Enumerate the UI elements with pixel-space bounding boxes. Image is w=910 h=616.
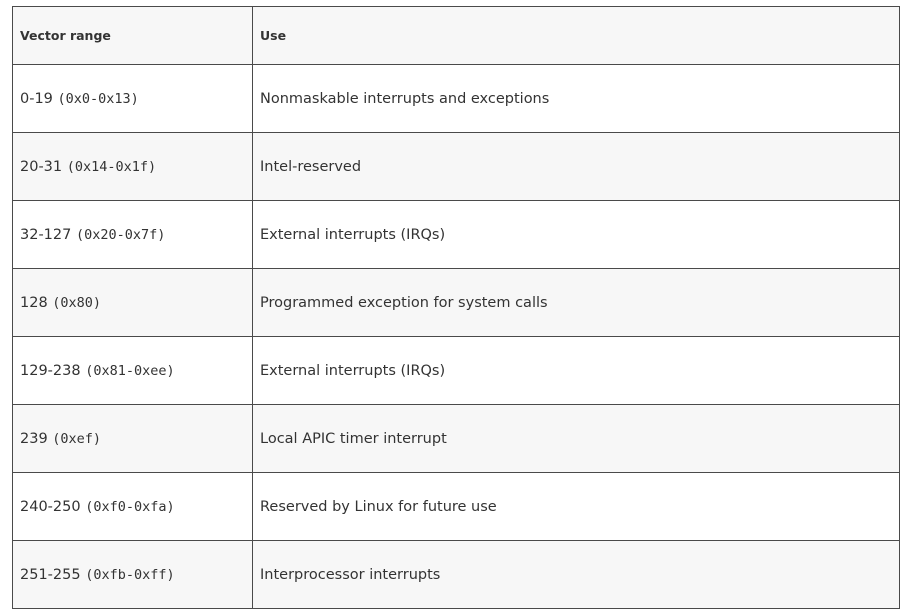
interrupt-vector-table — [12, 6, 900, 609]
use-cell: Programmed exception for system calls — [253, 269, 900, 337]
range-hex: (0x81-0xee) — [85, 362, 175, 379]
range-hex: (0x0-0x13) — [57, 90, 139, 107]
range-hex: (0x14-0x1f) — [66, 158, 157, 175]
table-row — [13, 201, 900, 269]
use-cell: Nonmaskable interrupts and exceptions — [253, 65, 900, 133]
range-decimal: 32-127 — [20, 226, 72, 243]
use-cell: External interrupts (IRQs) — [253, 337, 900, 405]
table-row — [13, 337, 900, 405]
table-row — [13, 65, 900, 133]
use-cell: Interprocessor interrupts — [253, 541, 900, 609]
table-row — [13, 405, 900, 473]
vector-range-cell — [13, 269, 253, 337]
header-row — [13, 7, 900, 65]
range-decimal: 240-250 — [20, 498, 81, 515]
range-decimal: 129-238 — [20, 362, 81, 379]
vector-range-cell — [13, 337, 253, 405]
range-hex: (0xf0-0xfa) — [85, 498, 175, 515]
header-vector-range: Vector range — [13, 7, 253, 65]
range-decimal: 20-31 — [20, 158, 63, 175]
range-decimal: 239 — [20, 430, 48, 447]
use-cell: External interrupts (IRQs) — [253, 201, 900, 269]
vector-range-cell — [13, 541, 253, 609]
table-row — [13, 473, 900, 541]
vector-range-cell — [13, 201, 253, 269]
range-decimal: 0-19 — [20, 90, 53, 107]
range-hex: (0xfb-0xff) — [85, 566, 175, 583]
table-row — [13, 541, 900, 609]
use-cell: Reserved by Linux for future use — [253, 473, 900, 541]
vector-range-cell — [13, 473, 253, 541]
use-cell: Local APIC timer interrupt — [253, 405, 900, 473]
table-row — [13, 133, 900, 201]
header-use: Use — [253, 7, 900, 65]
range-hex: (0x80) — [52, 294, 102, 311]
vector-range-cell — [13, 405, 253, 473]
use-cell: Intel-reserved — [253, 133, 900, 201]
range-hex: (0xef) — [52, 430, 102, 447]
vector-range-cell — [13, 133, 253, 201]
vector-range-cell — [13, 65, 253, 133]
range-hex: (0x20-0x7f) — [75, 226, 166, 243]
range-decimal: 251-255 — [20, 566, 81, 583]
table-row — [13, 269, 900, 337]
range-decimal: 128 — [20, 294, 48, 311]
